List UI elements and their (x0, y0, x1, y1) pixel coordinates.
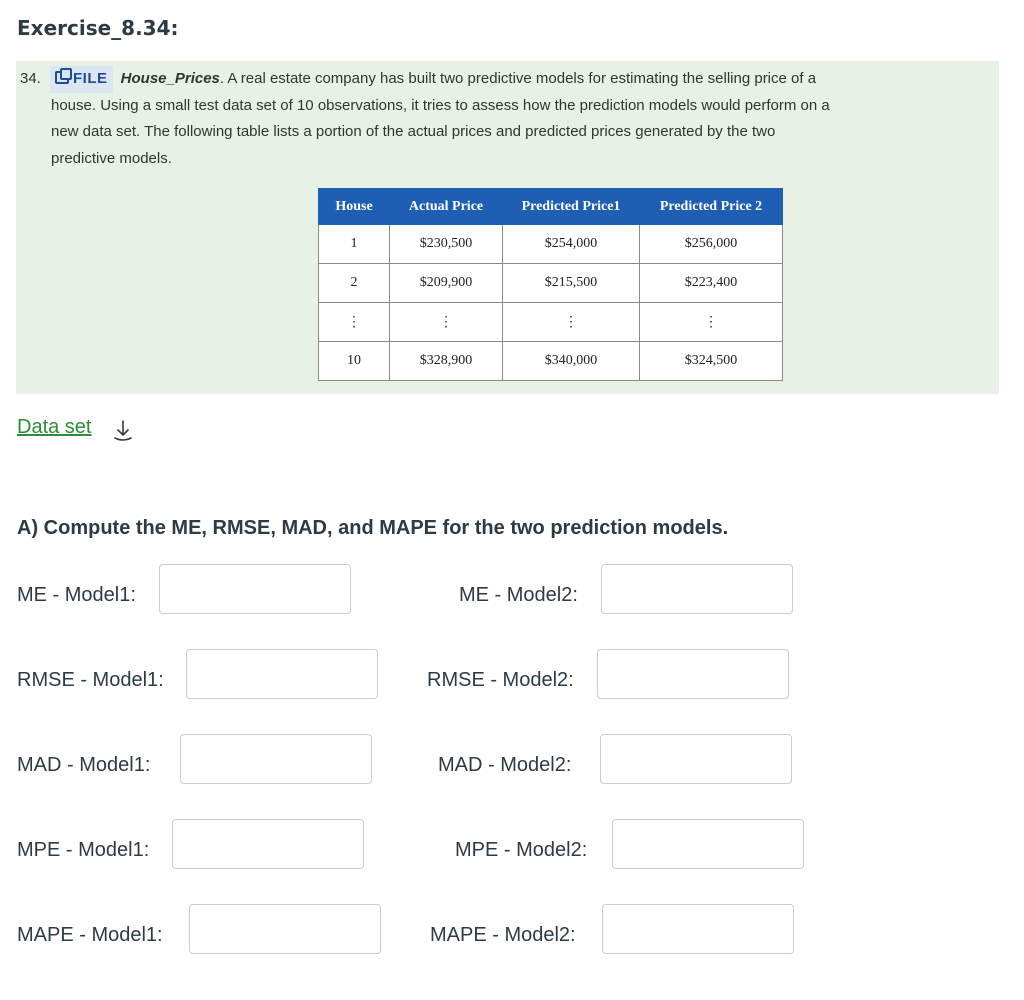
header-predicted-price-2: Predicted Price 2 (640, 189, 783, 225)
table-cell: $254,000 (503, 225, 640, 264)
header-actual-price: Actual Price (390, 189, 503, 225)
problem-line-4: predictive models. (51, 149, 172, 167)
problem-number: 34. (20, 70, 41, 87)
mpe-model1-label: MPE - Model1: (17, 839, 150, 861)
table-cell: $256,000 (640, 225, 783, 264)
mad-model2-label: MAD - Model2: (438, 754, 572, 776)
mpe-model1-input[interactable] (172, 819, 364, 869)
mad-model2-input[interactable] (600, 734, 792, 784)
problem-line-2: house. Using a small test data set of 10 observations, it tries to assess how the prediction models would perform on a (51, 96, 830, 114)
problem-statement (20, 66, 995, 172)
table-row (319, 303, 783, 342)
file-badge[interactable] (50, 66, 113, 93)
table-cell: $223,400 (640, 264, 783, 303)
rmse-model1-input[interactable] (186, 649, 378, 699)
file-link-icon (55, 71, 69, 84)
download-icon[interactable] (112, 418, 134, 442)
table-cell: $215,500 (503, 264, 640, 303)
mape-model1-input[interactable] (189, 904, 381, 954)
mpe-model2-label: MPE - Model2: (455, 839, 588, 861)
table-cell: ⋮ (390, 303, 503, 342)
table-cell: $324,500 (640, 342, 783, 381)
file-name: House_Prices (120, 70, 220, 87)
mape-model1-label: MAPE - Model1: (17, 924, 163, 946)
me-model1-input[interactable] (159, 564, 351, 614)
table-row (319, 342, 783, 381)
page-title: Exercise_8.34: (17, 16, 179, 40)
me-model2-input[interactable] (601, 564, 793, 614)
problem-line-3: new data set. The following table lists a portion of the actual prices and predicted prices generated by the two (51, 123, 776, 140)
table-cell: $328,900 (390, 342, 503, 381)
table-cell: $230,500 (390, 225, 503, 264)
mpe-model2-input[interactable] (612, 819, 804, 869)
table-row (319, 264, 783, 303)
table-cell: $209,900 (390, 264, 503, 303)
mape-model2-input[interactable] (602, 904, 794, 954)
me-model1-label: ME - Model1: (17, 584, 136, 606)
table-cell: 2 (319, 264, 390, 303)
rmse-model1-label: RMSE - Model1: (17, 669, 164, 691)
question-text: A) Compute the ME, RMSE, MAD, and MAPE for the two prediction models. (17, 517, 729, 539)
table-header-row (319, 189, 783, 225)
problem-line-1: . A real estate company has built two predictive models for estimating the selling price of a (219, 70, 817, 87)
mad-model1-label: MAD - Model1: (17, 754, 151, 776)
table-row (319, 225, 783, 264)
rmse-model2-label: RMSE - Model2: (427, 669, 574, 691)
table-cell: 1 (319, 225, 390, 264)
table-cell: $340,000 (503, 342, 640, 381)
mad-model1-input[interactable] (180, 734, 372, 784)
file-label: FILE (73, 70, 108, 87)
dataset-link[interactable]: Data set (17, 416, 92, 438)
mape-model2-label: MAPE - Model2: (430, 924, 576, 946)
table-cell: ⋮ (503, 303, 640, 342)
table-cell: 10 (319, 342, 390, 381)
me-model2-label: ME - Model2: (459, 584, 578, 606)
header-house: House (319, 189, 390, 225)
table-cell: ⋮ (319, 303, 390, 342)
table-cell: ⋮ (640, 303, 783, 342)
rmse-model2-input[interactable] (597, 649, 789, 699)
prices-table (318, 188, 783, 381)
header-predicted-price-1: Predicted Price1 (503, 189, 640, 225)
